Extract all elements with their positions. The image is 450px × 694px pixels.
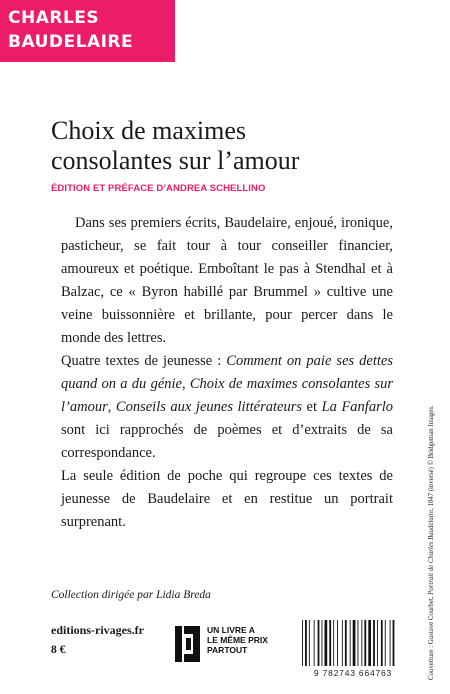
author-line1: CHARLES [8, 8, 100, 28]
barcode-bar [333, 620, 334, 666]
edition-credit: ÉDITION ET PRÉFACE D’ANDREA SCHELLINO [51, 183, 266, 194]
barcode-bar [373, 620, 375, 666]
blurb-paragraph-1: Dans ses premiers écrits, Baudelaire, enjoué, ironique, pasticheur, se fait tour à tour conseiller financier, amoureux et poétique. Emboîtant le pas à Stendhal et à Balzac, ce « Byron habillé par Brummel » cultive une veine buissonnière et brillante, pour percer dans le monde des lettres. [61, 215, 393, 346]
livre-line1: UN LIVRE A [207, 625, 255, 635]
barcode-bar [302, 620, 303, 666]
price: 8 € [51, 644, 66, 656]
blurb-text: et [301, 399, 322, 415]
back-cover-blurb [61, 212, 393, 534]
barcode-bar [385, 620, 386, 666]
barcode-bar [361, 620, 362, 666]
livre-line2: LE MÊME PRIX [207, 635, 268, 645]
blurb-text: , [181, 376, 190, 392]
publisher-website: editions-rivages.fr [51, 623, 144, 637]
blurb-paragraph-3: La seule édition de poche qui regroupe ces textes de jeunesse de Baudelaire et en restitue un portrait surprenant. [61, 468, 393, 530]
barcode-bar [318, 620, 320, 666]
book-title [51, 116, 381, 176]
author-line2: BAUDELAIRE [8, 32, 134, 52]
title-line1: Choix de maximes [51, 116, 246, 145]
blurb-text: sont ici rapprochés de poèmes et d’extraits de sa correspondance. [61, 422, 393, 461]
barcode-bar [377, 620, 378, 666]
author-banner [0, 0, 175, 62]
isbn-barcode [298, 620, 408, 666]
barcode-bar [305, 620, 307, 666]
barcode-bar [358, 620, 359, 666]
work-title: Comment on paie ses dettes quand on a du génie [61, 353, 393, 392]
work-title: Choix de maximes consolantes sur l’amour [61, 376, 394, 415]
blurb-paragraph-2 [61, 350, 393, 465]
work-title: La Fanfarlo [321, 399, 394, 415]
barcode-bar [329, 620, 331, 666]
barcode-bar [325, 620, 328, 666]
isbn-number: 9 782743 664763 [313, 668, 393, 678]
book-price-law-label [207, 625, 268, 655]
barcode-bar [322, 620, 323, 666]
barcode-bar [364, 620, 366, 666]
credit-work: Portrait de Charles Baudelaire [428, 509, 435, 595]
cover-image-credit [428, 405, 435, 680]
barcode-bar [314, 620, 315, 666]
barcode-bar [353, 620, 356, 666]
barcode-bar [381, 620, 383, 666]
book-price-law-logo-icon [174, 624, 202, 664]
blurb-text: Quatre textes de jeunesse : [61, 353, 227, 369]
collection-credit: Collection dirigée par Lidia Breda [51, 589, 211, 601]
blurb-text: , [107, 399, 116, 415]
credit-text: , 1847 (inversé) © Bridgeman Images. [428, 405, 435, 510]
work-title: Conseils aux jeunes littérateurs [115, 399, 302, 415]
credit-text: Couverture : Gustave Courbet, [428, 594, 435, 680]
barcode-bar [337, 620, 338, 666]
livre-line3: PARTOUT [207, 645, 248, 655]
barcode-bar [393, 620, 395, 666]
barcode-bar [368, 620, 371, 666]
author-name [8, 6, 173, 54]
barcode-bar [345, 620, 347, 666]
barcode-bar [390, 620, 391, 666]
barcode-bar [350, 620, 351, 666]
title-line2: consolantes sur l’amour [51, 146, 300, 175]
barcode-bar [342, 620, 343, 666]
barcode-bar [309, 620, 310, 666]
